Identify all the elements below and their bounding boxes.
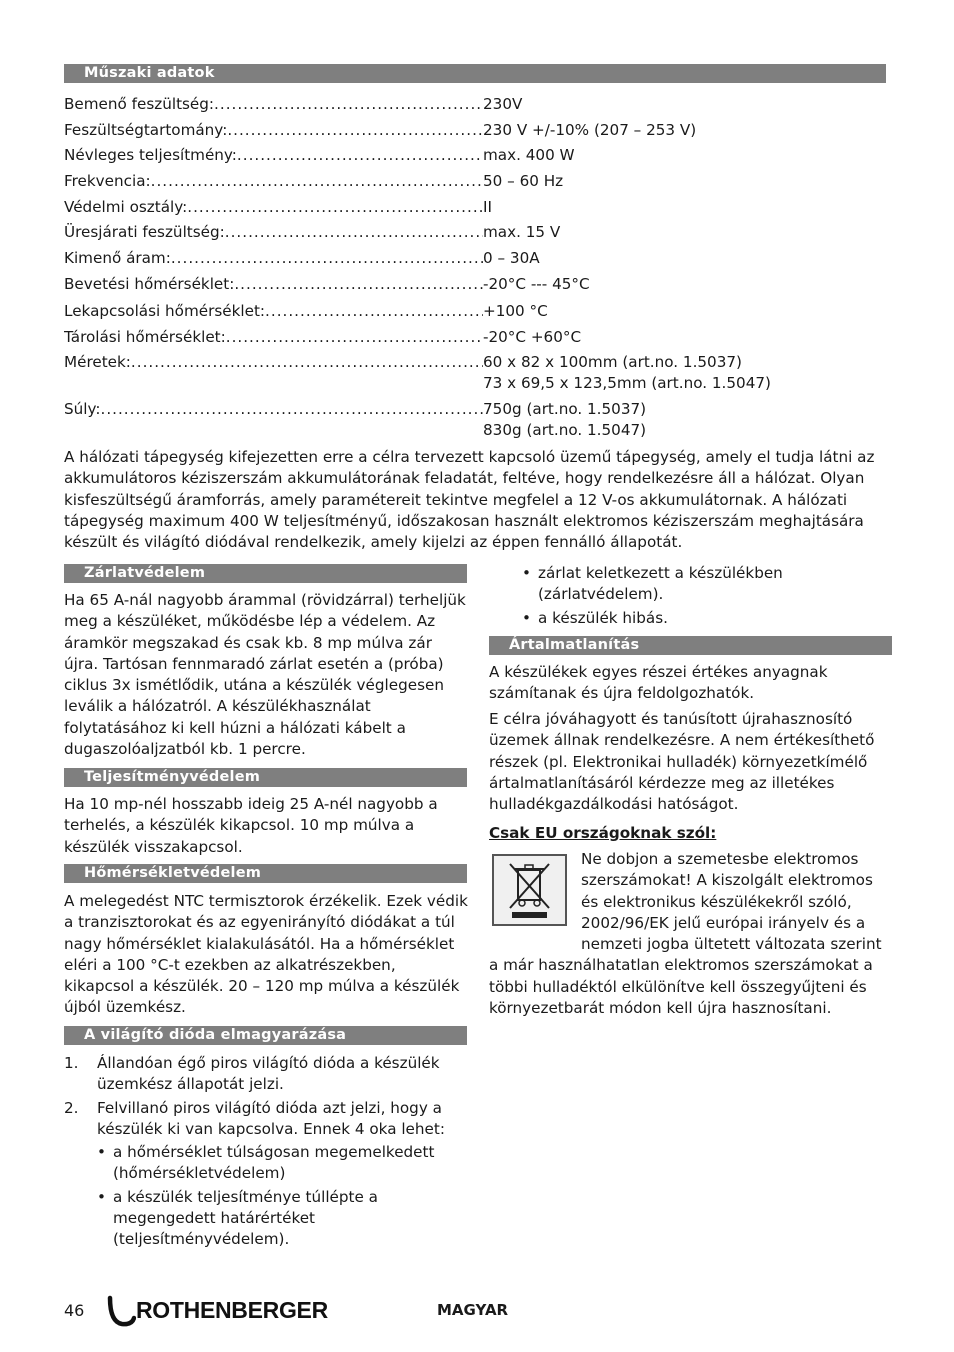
- spec-row: [64, 171, 884, 193]
- spec-value: 60 x 82 x 100mm (art.no. 1.5037): [483, 353, 742, 371]
- spec-row: [64, 327, 884, 349]
- short-circuit-text: Ha 65 A-nál nagyobb árammal (rövidzárral) terheljük meg a készüléket, működésbe lép a védelem. Az áramkör megszakad és csak kb. 8 mp múlva zár újra. Tartósan fennmaradó zárlat esetén a (próba) ciklus 3x ismétlődik, utána a készülék véglegesen leválik a hálózatról. A készülékhasználat folytatásához ki kell húzni a hálózati kábelt a dugaszolóaljzatból kb. 1 percre.: [64, 591, 466, 759]
- list-number: 1.: [64, 1054, 79, 1072]
- spec-label: Bevetési hőmérséklet:: [64, 275, 235, 293]
- section-header-short-circuit: Zárlatvédelem: [64, 564, 467, 583]
- spec-row: [64, 248, 884, 270]
- spec-label: Méretek:: [64, 353, 131, 371]
- brand-name: ROTHENBERGER: [136, 1297, 328, 1324]
- spec-label: Védelmi osztály:: [64, 198, 188, 216]
- eu-text-wrapped: [489, 849, 893, 1019]
- spec-label: Feszültségtartomány:: [64, 121, 228, 139]
- list-item-text: Felvillanó piros világító dióda azt jelzi, hogy a készülék ki van kapcsolva. Ennek 4 oka lehet:: [97, 1098, 445, 1138]
- led-list: [64, 1053, 468, 1253]
- spec-row: [64, 120, 884, 142]
- spec-value: +100 °C: [483, 302, 548, 320]
- spec-value: -20°C --- 45°C: [483, 275, 590, 293]
- spec-row: [64, 274, 884, 296]
- disposal-paragraph-2: E célra jóváhagyott és tanúsított újrahasznosító üzemek állnak rendelkezésre. A nem értékesíthető részek (pl. Elektronikai hulladék) környezetkímélő ártalmatlanításáról kérdezze meg az illetékes hulladékgazdálkodási hatóságot.: [489, 710, 875, 814]
- spec-row: [64, 399, 884, 439]
- led-sub-list: [64, 1142, 468, 1250]
- spec-row: [64, 301, 884, 323]
- power-text: Ha 10 mp-nél hosszabb ideig 25 A-nél nagyobb a terhelés, a készülék kikapcsol. 10 mp múlva a készülék visszakapcsol.: [64, 795, 438, 856]
- list-item: [522, 563, 892, 606]
- list-item-text: zárlat keletkezett a készülékben (zárlatvédelem).: [538, 564, 783, 604]
- spec-value-second-line: 73 x 69,5 x 123,5mm (art.no. 1.5047): [483, 374, 771, 392]
- spec-row: [64, 352, 884, 392]
- section-header-technical: Műszaki adatok: [64, 64, 886, 83]
- page-number: 46: [64, 1301, 85, 1320]
- spec-value: 230 V +/-10% (207 – 253 V): [483, 121, 697, 139]
- spec-label: Tárolási hőmérséklet:: [64, 328, 226, 346]
- language-label: MAGYAR: [437, 1301, 509, 1319]
- list-number: 2.: [64, 1098, 79, 1117]
- list-item-text: a készülék teljesítménye túllépte a megengedett határértéket (teljesítményvédelem).: [113, 1187, 378, 1249]
- eu-text: Ne dobjon a szemetesbe elektromos szerszámokat! A kiszolgált elektromos és elektronikus készülékekről szóló, 2002/96/EK jelű európai irányelv és a nemzeti jogba ültetett változata szerint a már használhatatlan elektromos szerszámokat a többi hulladéktól elkülönítve kell összegyűjteni és környezetbarát módon kell újra hasznosítani.: [489, 850, 882, 1018]
- list-item-text: a készülék hibás.: [538, 608, 668, 627]
- eu-heading: Csak EU országoknak szól:: [489, 824, 717, 842]
- list-item-text: a hőmérséklet túlságosan megemelkedett (hőmérsékletvédelem): [113, 1143, 435, 1183]
- section-header-power: Teljesítményvédelem: [64, 768, 467, 787]
- list-item: [97, 1142, 468, 1185]
- spec-value-second-line: 830g (art.no. 1.5047): [483, 421, 647, 439]
- list-item: [522, 608, 892, 629]
- intro-paragraph: A hálózati tápegység kifejezetten erre a célra tervezett kapcsoló üzemű tápegység, amely el tudja látni az akkumulátoros kéziszerszám akkumulátorának feladatát, feltéve, hogy rendelkezésre áll a hálózat. Olyan kisfeszültségű áramforrás, amely paramétereit tekintve megfelel a 12 V-os akkumulátornak. A hálózati tápegység maximum 400 W teljesítményű, időszakosan használt elektromos kéziszerszám meghajtására készült és világító diódával rendelkezik, amely kijelzi az éppen fennálló állapotát.: [64, 448, 875, 552]
- spec-value: II: [483, 198, 492, 216]
- list-item: [64, 1098, 468, 1141]
- spec-label: Lekapcsolási hőmérséklet:: [64, 302, 266, 320]
- disposal-paragraph-1: A készülékek egyes részei értékes anyagnak számítanak és újra feldolgozhatók.: [489, 663, 828, 703]
- spec-row: [64, 222, 884, 244]
- brand-hook-icon: [106, 1294, 136, 1328]
- brand-logo: [106, 1294, 328, 1328]
- icon-float-spacer: [489, 849, 581, 935]
- spec-value: 230V: [483, 95, 523, 113]
- list-item-text: Állandóan égő piros világító dióda a készülék üzemkész állapotát jelzi.: [97, 1054, 440, 1094]
- spec-label: Frekvencia:: [64, 172, 151, 190]
- spec-label: Bemenő feszültség:: [64, 95, 215, 113]
- spec-value: max. 400 W: [483, 146, 575, 164]
- spec-value: 750g (art.no. 1.5037): [483, 400, 647, 418]
- spec-value: 50 – 60 Hz: [483, 172, 564, 190]
- spec-label: Kimenő áram:: [64, 249, 171, 267]
- spec-label: Névleges teljesítmény:: [64, 146, 237, 164]
- spec-row: [64, 197, 884, 219]
- list-item: [64, 1053, 468, 1096]
- temperature-text: A melegedést NTC termisztorok érzékelik. Ezek védik a tranzisztorokat és az egyenirányító diódákat a túl nagy hőmérséklet kialakulásától. Ha a hőmérséklet eléri a 100 °C-t ezekben az alkatrészekben, kikapcsol a készülék. 20 – 120 mp múlva a készülék újból üzemkész.: [64, 892, 468, 1017]
- section-header-temperature: Hőmérsékletvédelem: [64, 864, 467, 883]
- spec-label: Üresjárati feszültség:: [64, 223, 225, 241]
- section-header-disposal: Ártalmatlanítás: [489, 636, 892, 655]
- spec-row: [64, 94, 884, 116]
- spec-value: max. 15 V: [483, 223, 561, 241]
- list-item: [97, 1187, 468, 1251]
- section-header-led: A világító dióda elmagyarázása: [64, 1026, 467, 1045]
- spec-value: 0 – 30A: [483, 249, 540, 267]
- spec-row: [64, 145, 884, 167]
- spec-value: -20°C +60°C: [483, 328, 582, 346]
- right-bullets: [522, 563, 892, 631]
- spec-label: Súly:: [64, 400, 101, 418]
